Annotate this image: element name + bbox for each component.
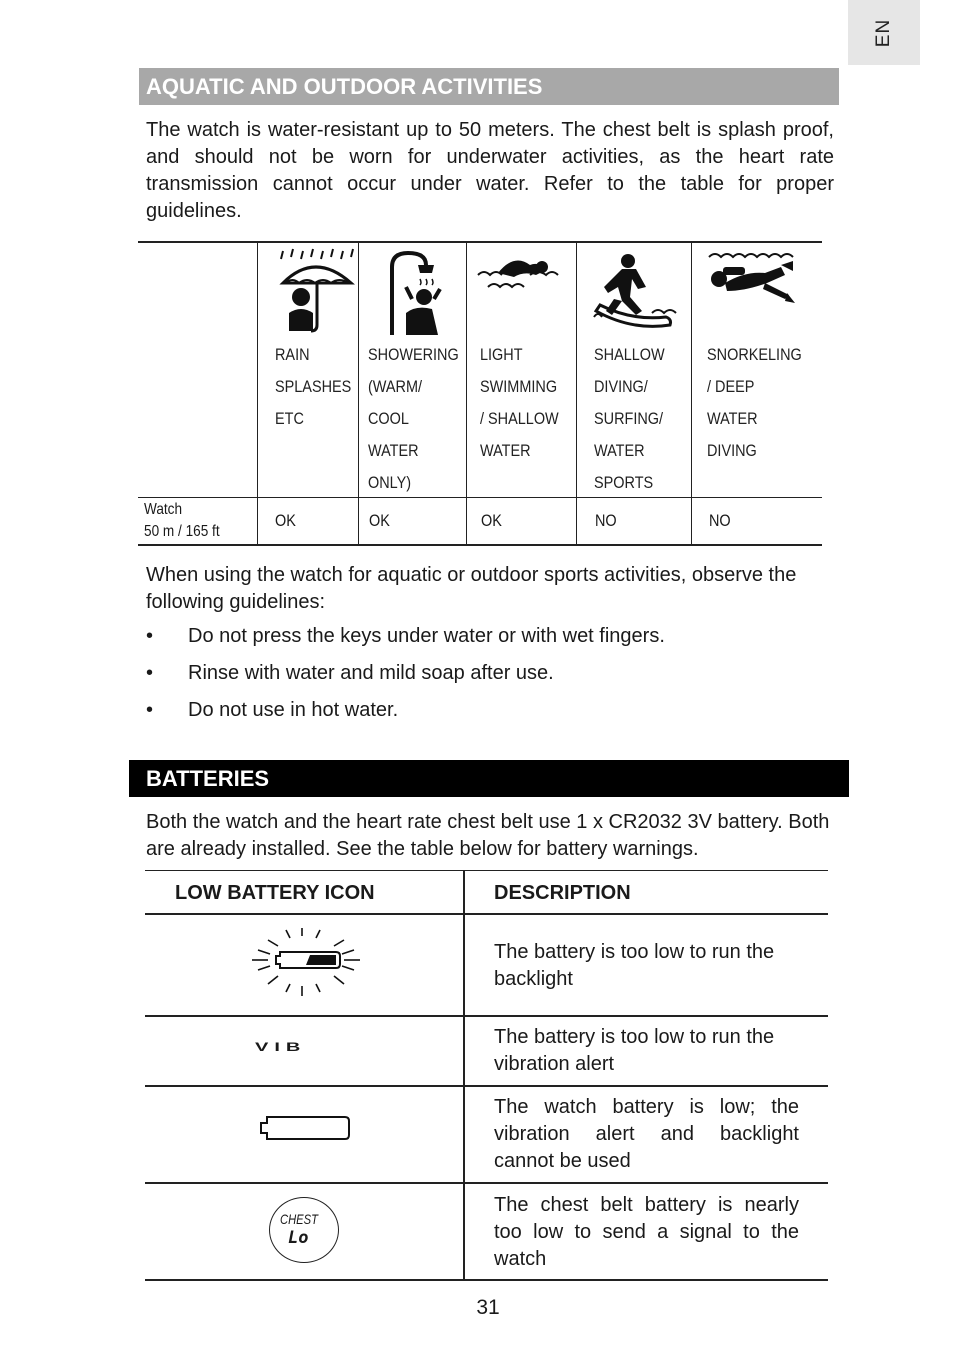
rain-umbrella-icon [275, 247, 365, 337]
aquatic-column-label: LIGHT SWIMMING / SHALLOW WATER [480, 345, 559, 460]
battery-table [145, 870, 828, 1281]
diver-icon [705, 247, 797, 337]
aquatic-table [138, 241, 822, 546]
aquatic-column-label: SHALLOW DIVING/ SURFING/ WATER SPORTS [594, 345, 665, 492]
chest-lo-icon [269, 1197, 339, 1263]
battery-row-description: The battery is too low to run the vibration alert [494, 1026, 775, 1075]
aquatic-row-header: Watch 50 m / 165 ft [144, 501, 220, 540]
header-icon-column: LOW BATTERY ICON [175, 882, 375, 904]
language-label: EN [873, 18, 894, 47]
vib-icon: VIB [255, 1040, 307, 1054]
list-item-text: Rinse with water and mild soap after use. [188, 662, 554, 684]
guidelines-intro: When using the watch for aquatic or outdoor sports activities, observe the following guidelines: [146, 564, 797, 613]
header-description-column: DESCRIPTION [494, 882, 631, 904]
aquatic-column-swimming [466, 241, 576, 497]
empty-battery-icon [259, 1114, 351, 1142]
aquatic-value: OK [369, 511, 390, 530]
aquatic-value: OK [481, 511, 502, 530]
aquatic-column-diving [691, 241, 822, 497]
flashing-battery-icon [250, 926, 362, 1002]
list-item: • Rinse with water and mild soap after use. [146, 662, 554, 684]
chest-label: CHEST [280, 1211, 318, 1227]
section-title-aquatic: AQUATIC AND OUTDOOR ACTIVITIES [139, 68, 839, 105]
aquatic-column-shower [358, 241, 466, 497]
list-item: • Do not press the keys under water or with wet fingers. [146, 625, 665, 647]
aquatic-column-rain [257, 241, 358, 497]
list-item-text: Do not press the keys under water or with wet fingers. [188, 625, 665, 647]
aquatic-column-surfing [576, 241, 691, 497]
aquatic-value: NO [709, 511, 731, 530]
language-tab [848, 0, 920, 65]
shower-icon [366, 247, 456, 337]
aquatic-value: NO [595, 511, 617, 530]
battery-row-description: The battery is too low to run the backlight [494, 941, 775, 990]
list-item-text: Do not use in hot water. [188, 699, 399, 721]
lo-label: Lo [288, 1228, 309, 1248]
page-number: 31 [476, 1296, 500, 1319]
surfer-icon [592, 247, 682, 337]
swimmer-icon [474, 247, 564, 337]
battery-row-description: The chest belt battery is nearly too low to send a signal to the watch [494, 1194, 799, 1270]
section-title-batteries: BATTERIES [129, 760, 849, 797]
list-item: • Do not use in hot water. [146, 699, 399, 721]
battery-row-description: The watch battery is low; the vibration alert and backlight cannot be used [494, 1096, 799, 1172]
batteries-intro: Both the watch and the heart rate chest belt use 1 x CR2032 3V battery. Both are already installed. See the table below for battery warnings. [146, 811, 830, 860]
aquatic-column-label: SHOWERING (WARM/ COOL WATER ONLY) [368, 345, 459, 492]
aquatic-intro: The watch is water-resistant up to 50 meters. The chest belt is splash proof, and should not be worn for underwater activities, as the heart rate transmission cannot occur under water. Refer to the table for proper guidelines. [146, 119, 834, 222]
aquatic-column-label: SNORKELING / DEEP WATER DIVING [707, 345, 802, 460]
aquatic-column-label: RAIN SPLASHES ETC [275, 345, 352, 428]
guidelines-list [146, 623, 834, 734]
aquatic-value: OK [275, 511, 296, 530]
